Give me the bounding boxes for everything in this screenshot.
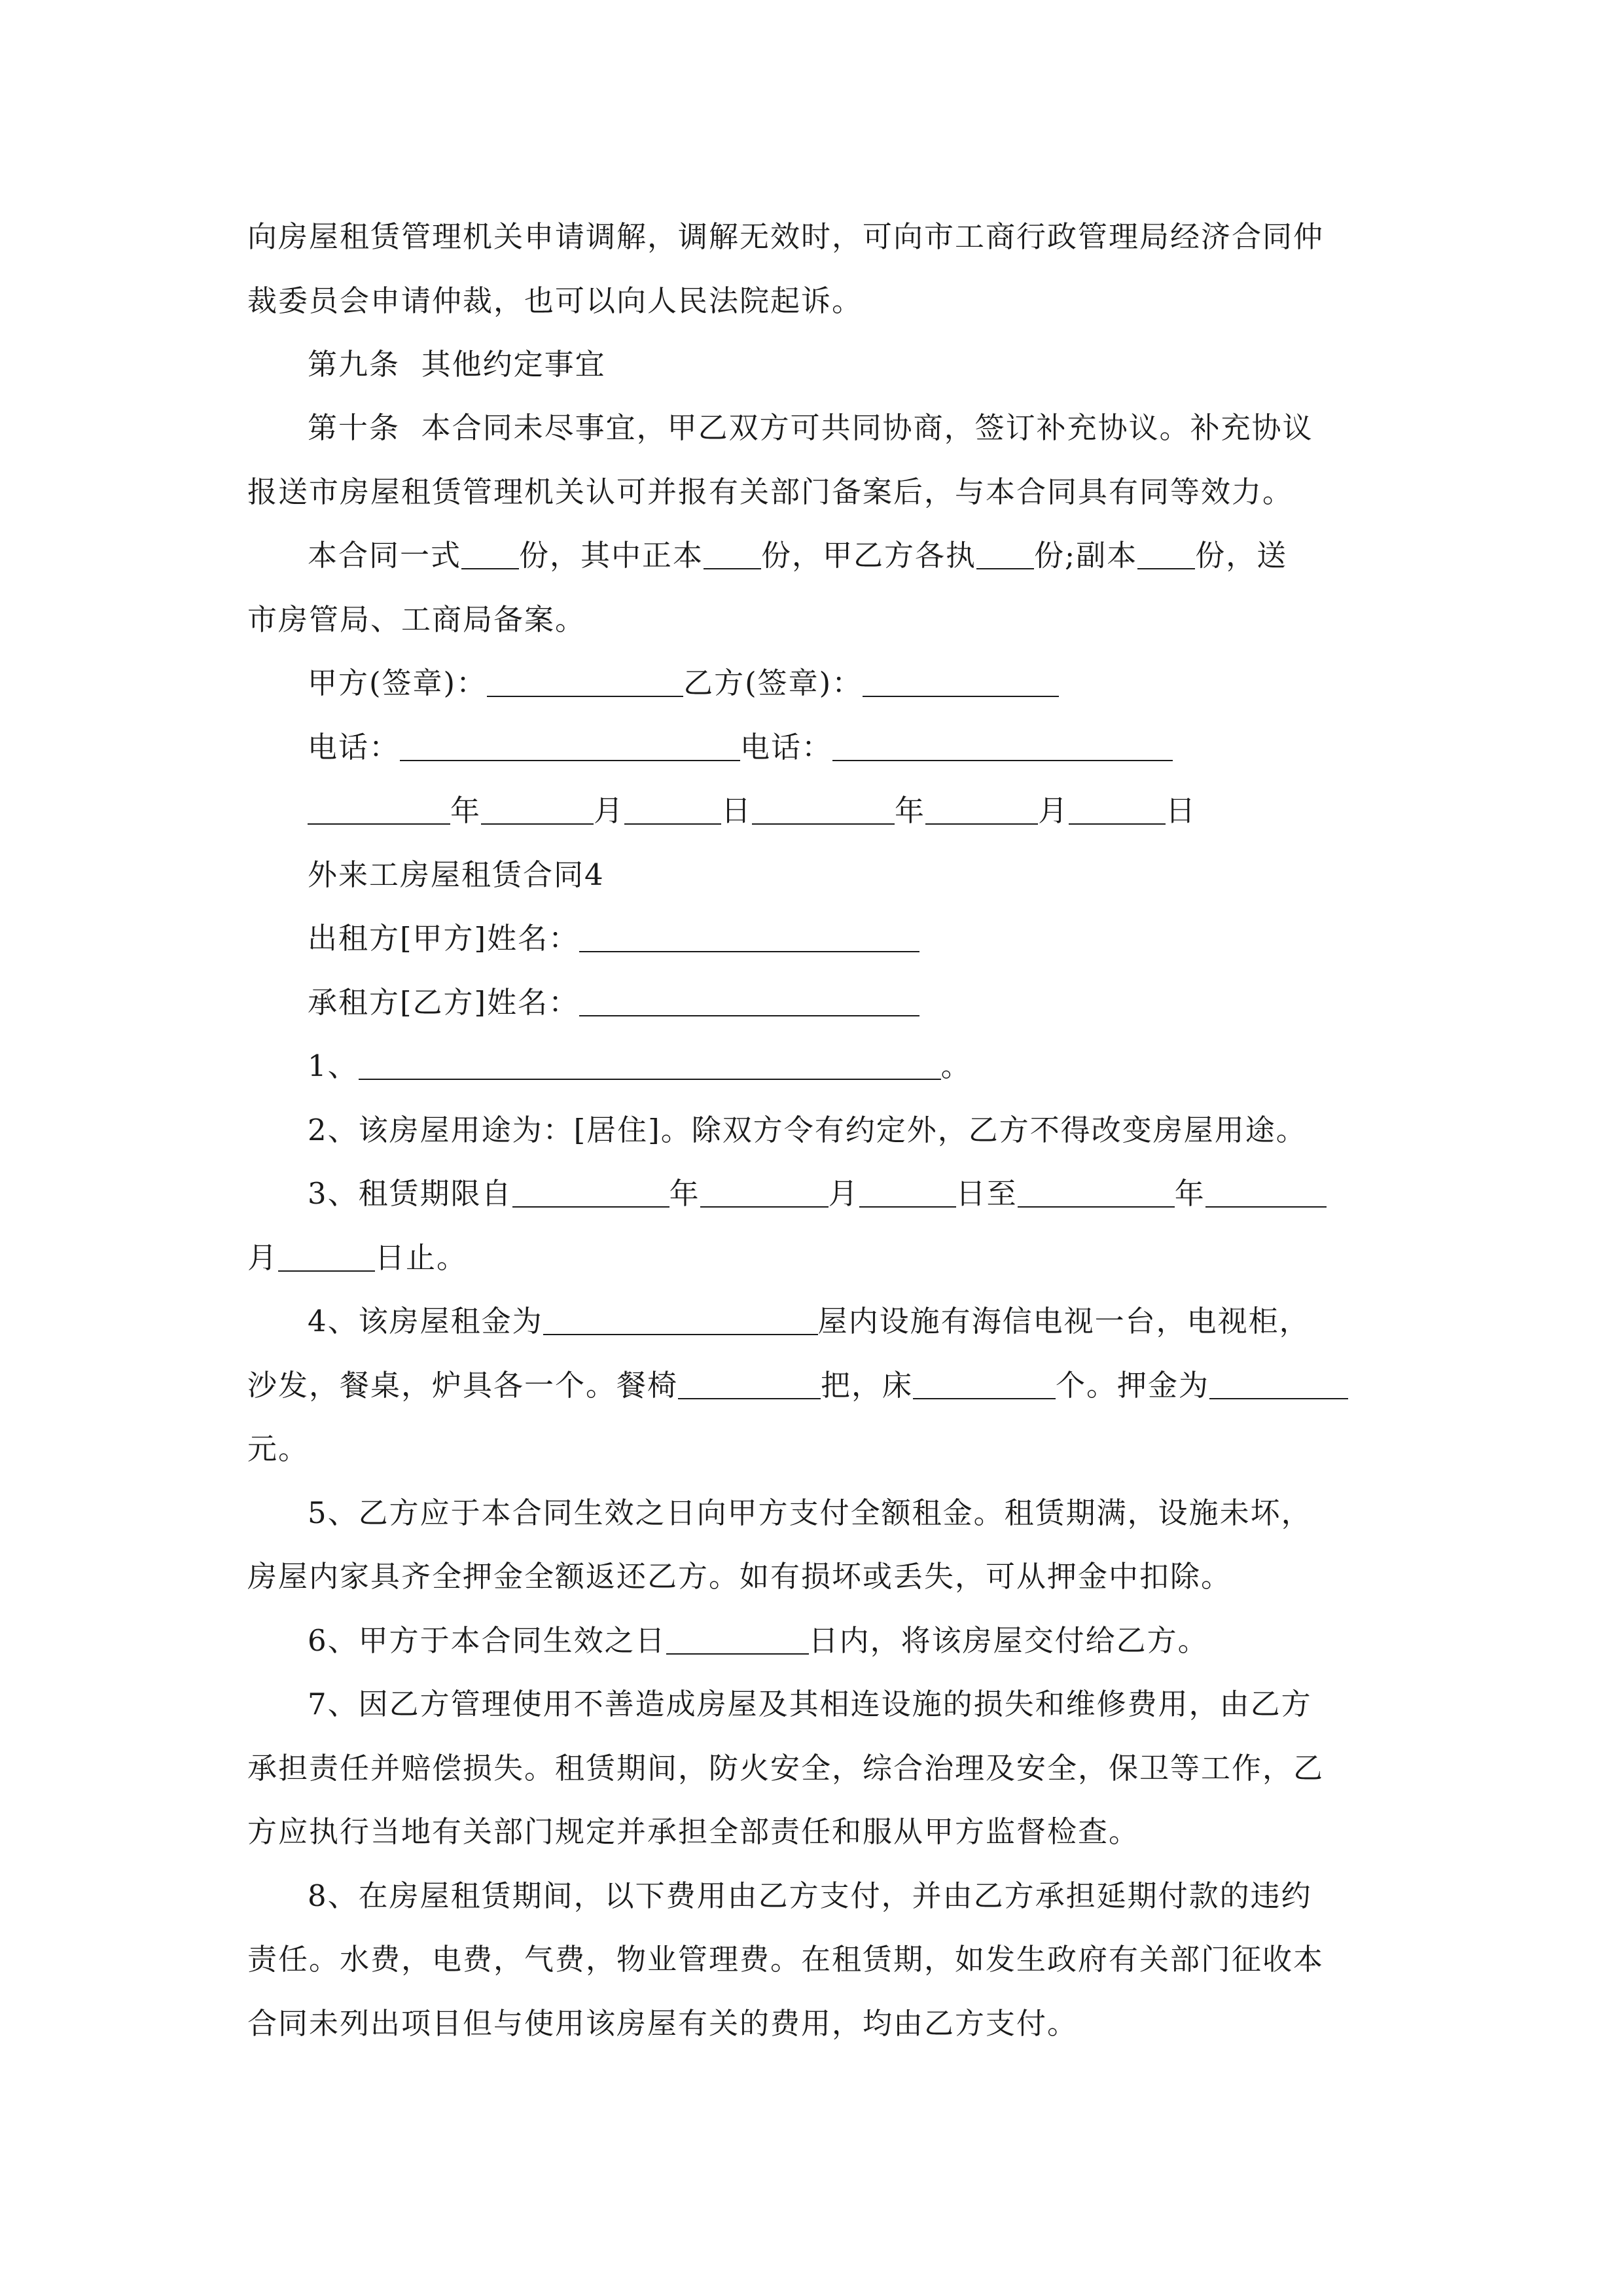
rent-field[interactable] xyxy=(543,1308,818,1335)
chair-count-field[interactable] xyxy=(678,1372,821,1399)
item-4-line xyxy=(247,1361,1348,1404)
blank-field[interactable] xyxy=(278,1244,375,1272)
item-text: 年 xyxy=(669,1176,700,1211)
day-field[interactable] xyxy=(1069,797,1166,825)
item-text: 6、甲方于本合同生效之日 xyxy=(308,1623,666,1658)
item-text: 年 xyxy=(1174,1176,1205,1211)
lessee-label: 承租方[乙方]姓名： xyxy=(308,985,580,1020)
copies-text: 份，送 xyxy=(1195,538,1288,573)
month-field[interactable] xyxy=(481,797,594,825)
party-b-seal-label: 乙方(签章)： xyxy=(683,666,863,700)
party-a-seal-label: 甲方(签章)： xyxy=(308,666,488,700)
item-number: 1、 xyxy=(308,1049,359,1083)
item-3-line xyxy=(308,1170,1327,1212)
item-1-line xyxy=(308,1042,972,1085)
blank-field[interactable] xyxy=(1205,1180,1327,1208)
item-text: 沙发，餐桌，炉具各一个。餐椅 xyxy=(247,1368,679,1403)
month-label: 月 xyxy=(594,793,625,828)
date-line xyxy=(308,787,1196,829)
item-end: 。 xyxy=(940,1049,972,1083)
copies-text: 份;副本 xyxy=(1034,538,1138,573)
lessee-name-field[interactable] xyxy=(579,989,919,1016)
blank-field[interactable] xyxy=(859,1180,956,1208)
article-9-heading: 第九条 其他约定事宜 xyxy=(308,347,606,382)
signature-line xyxy=(308,659,1059,702)
blank-field[interactable] xyxy=(512,1180,669,1208)
copies-text: 本合同一式 xyxy=(308,538,462,573)
year-label: 年 xyxy=(895,793,926,828)
year-field[interactable] xyxy=(752,797,895,825)
phone-b-field[interactable] xyxy=(832,734,1173,761)
item-5-line: 房屋内家具齐全押金全额返还乙方。如有损坏或丢失，可从押金中扣除。 xyxy=(247,1559,1232,1594)
blank-field[interactable] xyxy=(359,1052,941,1080)
item-8-line: 责任。水费，电费，气费，物业管理费。在租赁期，如发生政府有关部门征收本 xyxy=(247,1942,1325,1977)
item-7-line: 7、因乙方管理使用不善造成房屋及其相连设施的损失和维修费用，由乙方 xyxy=(308,1687,1312,1721)
item-text: 日至 xyxy=(955,1176,1018,1211)
item-text: 日止。 xyxy=(375,1240,468,1275)
item-4-line: 元。 xyxy=(247,1431,310,1466)
blank-field[interactable] xyxy=(700,1180,829,1208)
year-field[interactable] xyxy=(308,797,450,825)
article-10-line: 第十条 本合同未尽事宜，甲乙双方可共同协商，签订补充协议。补充协议 xyxy=(308,410,1313,445)
item-text: 把，床 xyxy=(821,1368,914,1403)
lessor-name-field[interactable] xyxy=(579,925,919,952)
party-b-seal-field[interactable] xyxy=(863,670,1059,697)
month-label: 月 xyxy=(1038,793,1069,828)
item-text: 月 xyxy=(828,1176,859,1211)
item-text: 3、租赁期限自 xyxy=(308,1176,512,1211)
phone-line xyxy=(308,723,1173,766)
blank-field[interactable] xyxy=(1137,542,1195,569)
item-4-line xyxy=(308,1297,1310,1340)
blank-field[interactable] xyxy=(461,542,519,569)
day-field[interactable] xyxy=(624,797,721,825)
item-7-line: 方应执行当地有关部门规定并承担全部责任和服从甲方监督检查。 xyxy=(247,1814,1140,1849)
phone-a-field[interactable] xyxy=(400,734,740,761)
item-8-line: 8、在房屋租赁期间，以下费用由乙方支付，并由乙方承担延期付款的违约 xyxy=(308,1878,1312,1913)
month-field[interactable] xyxy=(925,797,1038,825)
item-2-line: 2、该房屋用途为：[居住]。除双方令有约定外，乙方不得改变房屋用途。 xyxy=(308,1113,1307,1147)
copies-line xyxy=(308,531,1287,574)
item-5-line: 5、乙方应于本合同生效之日向甲方支付全额租金。租赁期满，设施未坏， xyxy=(308,1496,1312,1530)
paragraph-line: 裁委员会申请仲裁，也可以向人民法院起诉。 xyxy=(247,283,863,318)
item-6-line xyxy=(308,1617,1209,1659)
days-field[interactable] xyxy=(666,1627,809,1655)
party-a-seal-field[interactable] xyxy=(487,670,683,697)
lessee-line xyxy=(308,978,919,1021)
item-text: 月 xyxy=(247,1240,279,1275)
phone-b-label: 电话： xyxy=(740,730,833,764)
item-3-line xyxy=(247,1234,467,1276)
item-7-line: 承担责任并赔偿损失。租赁期间，防火安全，综合治理及安全，保卫等工作，乙 xyxy=(247,1751,1325,1785)
item-8-line: 合同未列出项目但与使用该房屋有关的费用，均由乙方支付。 xyxy=(247,2006,1079,2041)
item-text: 个。押金为 xyxy=(1056,1368,1210,1403)
bed-count-field[interactable] xyxy=(913,1372,1056,1399)
item-text: 屋内设施有海信电视一台，电视柜， xyxy=(817,1304,1310,1338)
day-label: 日 xyxy=(721,793,753,828)
item-text: 日内，将该房屋交付给乙方。 xyxy=(808,1623,1209,1658)
day-label: 日 xyxy=(1166,793,1197,828)
phone-a-label: 电话： xyxy=(308,730,401,764)
blank-field[interactable] xyxy=(1018,1180,1175,1208)
lessor-label: 出租方[甲方]姓名： xyxy=(308,921,580,956)
contract-title: 外来工房屋租赁合同4 xyxy=(308,857,605,892)
article-10-line: 报送市房屋租赁管理机关认可并报有关部门备案后，与本合同具有同等效力。 xyxy=(247,475,1294,509)
deposit-field[interactable] xyxy=(1209,1372,1348,1399)
blank-field[interactable] xyxy=(704,542,761,569)
paragraph-line: 向房屋租赁管理机关申请调解，调解无效时，可向市工商行政管理局经济合同仲 xyxy=(247,219,1325,254)
lessor-line xyxy=(308,914,919,957)
copies-text: 份，甲乙方各执 xyxy=(761,538,977,573)
copies-text: 份，其中正本 xyxy=(519,538,704,573)
item-text: 4、该房屋租金为 xyxy=(308,1304,543,1338)
blank-field[interactable] xyxy=(976,542,1034,569)
year-label: 年 xyxy=(450,793,482,828)
copies-line: 市房管局、工商局备案。 xyxy=(247,602,586,637)
